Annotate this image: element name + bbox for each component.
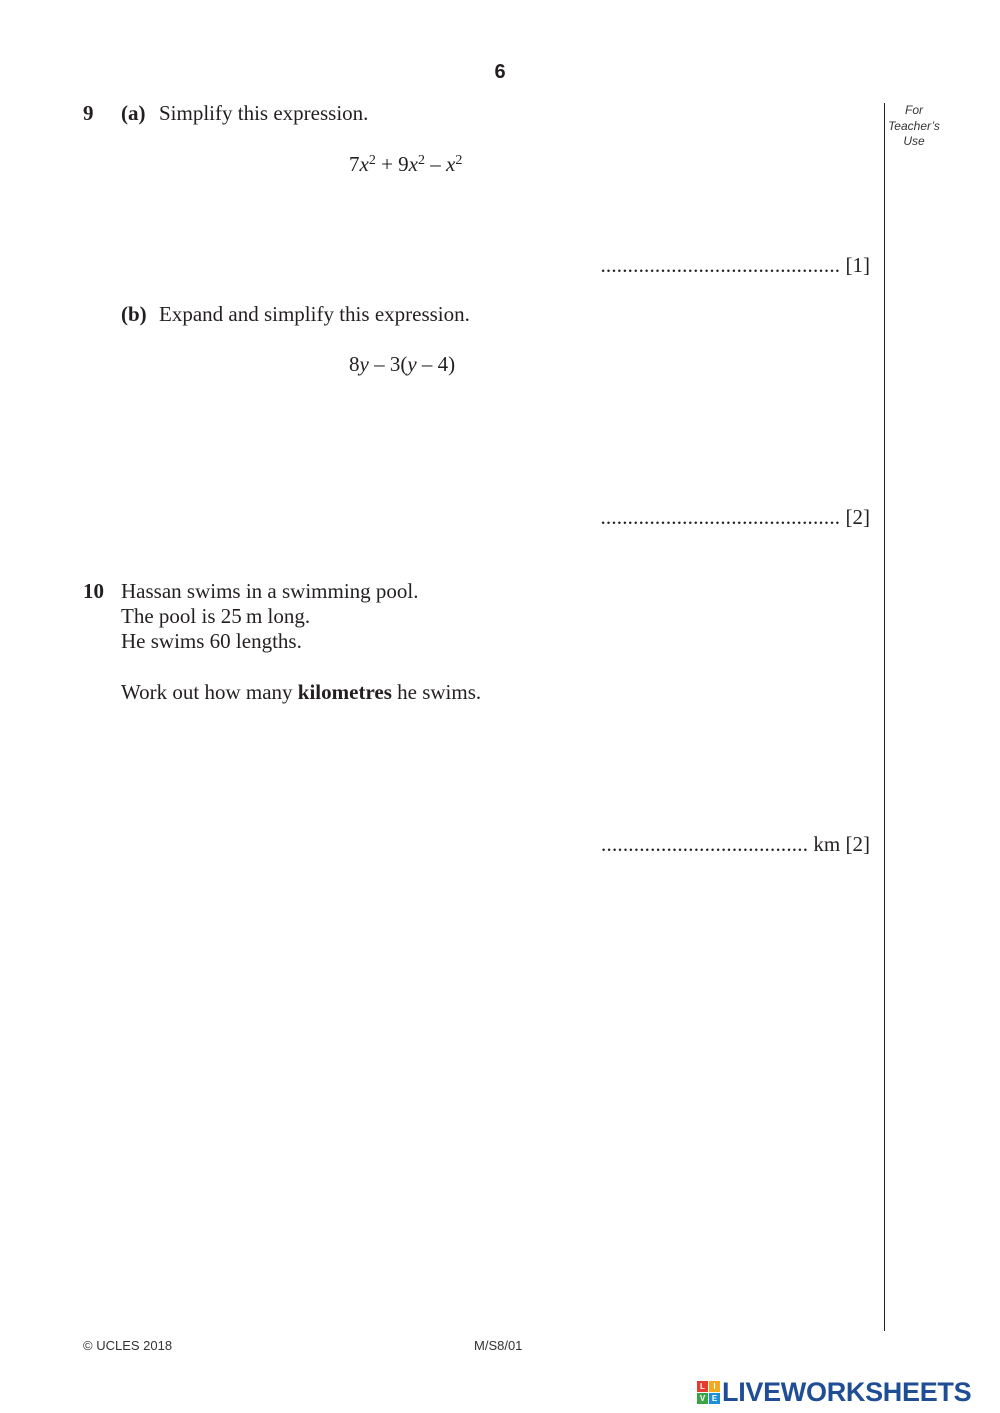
question-10-instruction — [121, 680, 481, 705]
teacher-margin-rule — [884, 103, 885, 1331]
question-9b-expression — [349, 352, 455, 377]
instruction-text-before: Work out how many — [121, 680, 298, 704]
question-10-answer-line[interactable] — [601, 832, 870, 857]
question-10-number: 10 — [83, 579, 104, 603]
logo-letter-i: I — [709, 1381, 720, 1392]
question-9a-answer-line[interactable] — [600, 253, 870, 278]
question-9b-label: (b) — [121, 302, 147, 326]
marks-label: [2] — [845, 832, 870, 856]
teacher-use-line-2: Teacher’s — [888, 118, 940, 133]
expression-9a-rendered: $7x^2 + 9x^2 - x^2$ — [349, 152, 463, 176]
marks-label: [2] — [845, 505, 870, 529]
question-10-line-1: Hassan swims in a swimming pool. — [121, 579, 419, 603]
footer-copyright: © UCLES 2018 — [83, 1338, 173, 1353]
teacher-use-label — [884, 103, 944, 150]
question-9b-prompt: Expand and simplify this expression. — [159, 302, 470, 326]
question-9-number: 9 — [83, 101, 94, 125]
instruction-bold-word: kilometres — [297, 680, 392, 704]
teacher-use-line-1: For — [905, 103, 923, 117]
question-9a-prompt: Simplify this expression. — [159, 101, 369, 125]
answer-unit: km — [813, 832, 841, 856]
instruction-text-after: he swims. — [391, 680, 482, 704]
answer-dots[interactable]: ...................................... — [601, 832, 809, 856]
liveworksheets-wordmark: LIVEWORKSHEETS — [722, 1377, 972, 1407]
logo-letter-e: E — [709, 1393, 720, 1404]
teacher-use-line-3: Use — [903, 134, 925, 148]
question-10-line-3: He swims 60 lengths. — [121, 629, 302, 653]
liveworksheets-logo — [697, 1376, 971, 1408]
logo-letter-l: L — [697, 1381, 708, 1392]
question-9a-expression — [349, 152, 462, 177]
page-number: 6 — [494, 61, 506, 83]
question-9a-label: (a) — [121, 101, 146, 125]
answer-dots[interactable]: ............................................ — [600, 253, 841, 277]
logo-letter-v: V — [697, 1393, 708, 1404]
footer-paper-code: M/S8/01 — [474, 1338, 523, 1353]
question-10-line-2: The pool is 25 m long. — [121, 604, 311, 628]
expression-9b-rendered: 8y – 3(y – 4) — [349, 352, 456, 376]
liveworksheets-icon — [697, 1381, 720, 1404]
answer-dots[interactable]: ............................................ — [600, 505, 841, 529]
question-9b-answer-line[interactable] — [600, 505, 870, 530]
marks-label: [1] — [845, 253, 870, 277]
